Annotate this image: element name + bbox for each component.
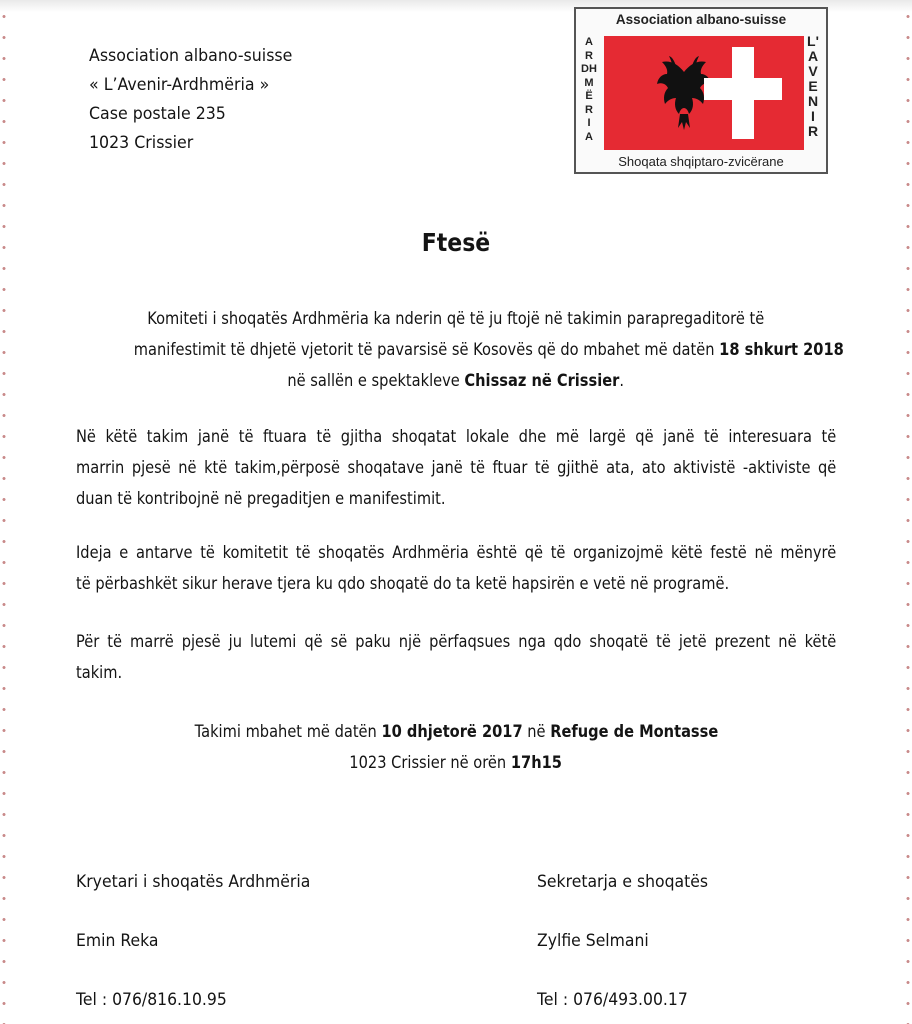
sender-po-box: Case postale 235	[89, 104, 226, 124]
logo-left-letter: I	[587, 117, 591, 129]
meeting-city-text: 1023 Crissier në orën	[349, 753, 512, 773]
logo-left-letter: DH	[581, 63, 597, 75]
logo-cross-horizontal	[704, 78, 782, 100]
meeting-line-1	[194, 717, 718, 748]
logo-right-letter: E	[808, 78, 818, 94]
document-title: Ftesë	[421, 228, 491, 257]
meeting-date: 10 dhjetorë 2017	[381, 722, 523, 742]
intro-line-1: Komiteti i shoqatës Ardhmëria ka nderin që të ju ftojë në takimin parapregaditorë të	[147, 309, 765, 329]
logo-left-vertical-text	[579, 36, 599, 144]
logo-right-letter: R	[807, 123, 819, 139]
president-phone: Tel : 076/816.10.95	[76, 990, 227, 1010]
participation-line-1: Për të marrë pjesë ju lutemi që së paku një përfaqsues nga qdo shoqatë të jetë prezent në këtë	[76, 632, 837, 652]
intro-line-3-text: në sallën e spektakleve	[287, 371, 465, 391]
logo-right-letter: A	[807, 48, 819, 64]
left-dotted-border	[0, 0, 8, 1024]
secretary-phone: Tel : 076/493.00.17	[537, 990, 688, 1010]
logo-left-letter: A	[585, 36, 593, 48]
intro-line-3-end: .	[619, 371, 625, 391]
secretary-signature-block	[537, 867, 708, 1015]
logo-right-letter: N	[807, 93, 819, 109]
participation-paragraph	[76, 627, 836, 689]
intro-paragraph	[76, 304, 844, 397]
participation-line-2: takim.	[76, 663, 123, 683]
logo-left-letter: Ë	[585, 90, 593, 102]
logo-right-letter: V	[808, 63, 818, 79]
logo-right-vertical-text	[803, 34, 823, 139]
event-date: 18 shkurt 2018	[719, 340, 844, 360]
invitees-line-2: marrin pjesë në ktë takim,përposë shoqatave janë të ftuar të gjithë ata, ato aktivistë -aktiviste që	[76, 458, 837, 478]
meeting-connector: në	[522, 722, 550, 742]
sender-address	[89, 42, 292, 158]
secretary-role: Sekretarja e shoqatës	[537, 872, 709, 892]
logo-left-letter: R	[585, 49, 593, 62]
idea-paragraph	[76, 538, 836, 600]
logo-bottom-text: Shoqata shqiptaro-zvicërane	[618, 154, 784, 169]
secretary-name: Zylfie Selmani	[537, 931, 649, 951]
logo-flag	[604, 36, 804, 150]
meeting-time: 17h15	[511, 753, 563, 773]
association-logo	[574, 7, 828, 174]
invitees-line-3: duan të kontribojnë në pregaditjen e manifestimit.	[76, 489, 446, 509]
intro-line-2	[134, 335, 844, 366]
president-role: Kryetari i shoqatës Ardhmëria	[76, 872, 311, 892]
right-dotted-border	[904, 0, 912, 1024]
president-signature-block	[76, 867, 310, 1015]
event-venue: Chissaz në Crissier	[464, 371, 620, 391]
intro-line-2-text: manifestimit të dhjetë vjetorit të pavarsisë së Kosovës që do mbahet më datën	[133, 340, 720, 360]
logo-top-text: Association albano-suisse	[615, 12, 787, 27]
meeting-line-2	[350, 748, 563, 779]
sender-org-name: Association albano-suisse	[89, 46, 293, 66]
logo-left-letter: A	[585, 130, 593, 143]
logo-right-letter: L'	[807, 33, 819, 49]
idea-line-2: të përbashkët sikur herave tjera ku qdo shoqatë do ta ketë hapsirën e vetë në programë.	[76, 574, 730, 594]
invitees-paragraph	[76, 422, 836, 515]
logo-right-letter: I	[811, 108, 815, 124]
president-name: Emin Reka	[76, 931, 159, 951]
idea-line-1: Ideja e antarve të komitetit të shoqatës Ardhmëria është që të organizojmë këtë festë në mënyrë	[76, 543, 837, 563]
intro-line-3	[288, 366, 625, 397]
logo-left-letter: M	[584, 76, 594, 89]
meeting-intro-text: Takimi mbahet më datën	[194, 722, 382, 742]
invitees-line-1: Në këtë takim janë të ftuara të gjitha shoqatat lokale dhe më largë që janë të interesuara të	[76, 427, 837, 447]
sender-org-alias: « L’Avenir-Ardhmëria »	[89, 75, 270, 95]
sender-city: 1023 Crissier	[89, 133, 194, 153]
meeting-venue: Refuge de Montasse	[549, 722, 718, 742]
meeting-details	[76, 717, 836, 779]
logo-left-letter: R	[585, 103, 593, 116]
